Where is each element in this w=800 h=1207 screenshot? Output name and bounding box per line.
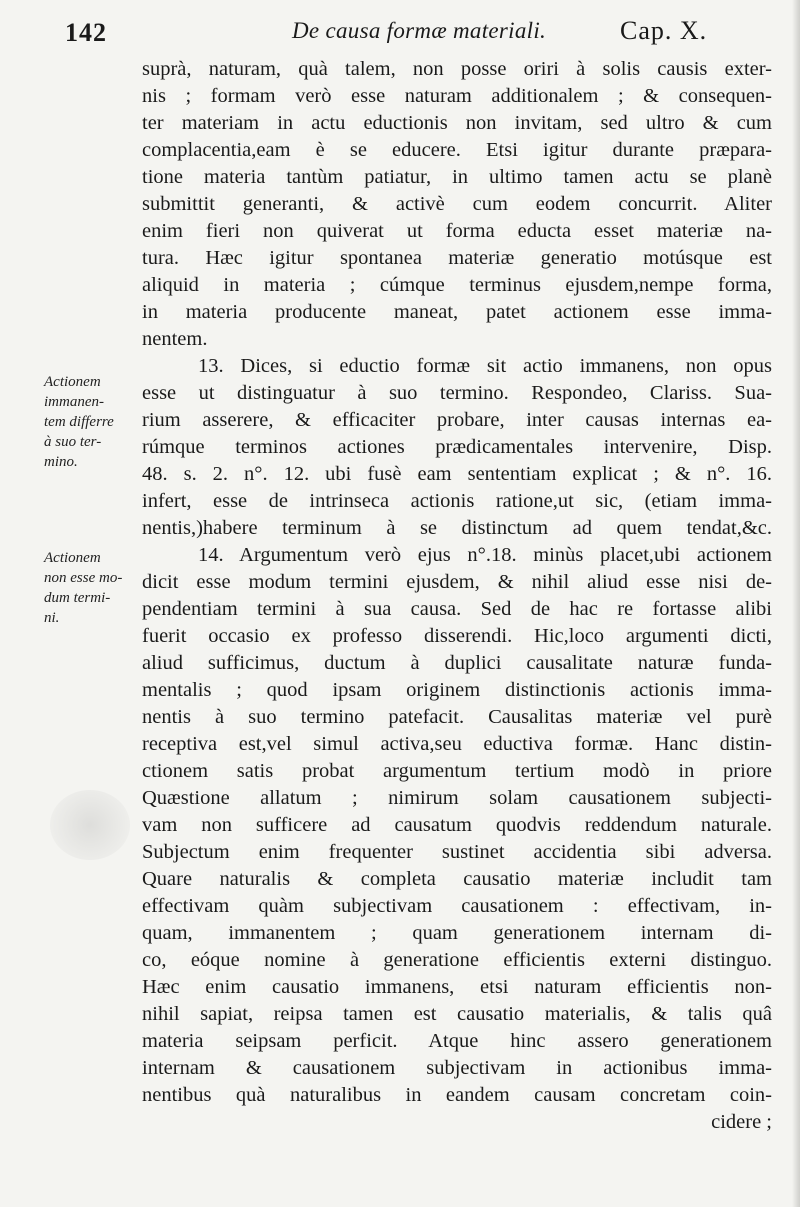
text-line: enim fieri non quiverat ut forma educta esset materiæ na-: [142, 220, 772, 242]
marginal-note-line: tem differre: [44, 414, 114, 430]
text-line: receptiva est,vel simul activa,seu eductiva formæ. Hanc distin-: [142, 733, 772, 755]
text-line: fuerit occasio ex professo disserendi. Hic,loco argumenti dicti,: [142, 625, 772, 647]
main-text-column: [142, 56, 772, 1136]
text-line: esse ut distinguatur à suo termino. Respondeo, Clariss. Sua-: [142, 382, 772, 404]
text-line: mentalis ; quod ipsam originem distinctionis actionis imma-: [142, 679, 772, 701]
text-line: Subjectum enim frequenter sustinet accidentia sibi adversa.: [142, 841, 772, 863]
text-line: aliud sufficimus, ductum à duplici causalitate naturæ funda-: [142, 652, 772, 674]
marginal-note-line: ni.: [44, 610, 60, 626]
text-line: Hæc enim causatio immanens, etsi naturam efficientis non-: [142, 976, 772, 998]
text-line: 48. s. 2. n°. 12. ubi fusè eam sententiam explicat ; & n°. 16.: [142, 463, 772, 485]
text-line: quam, immanentem ; quam generationem internam di-: [142, 922, 772, 944]
text-line: nentibus quà naturalibus in eandem causam concretam coin-: [142, 1084, 772, 1106]
marginal-note-line: dum termi-: [44, 590, 111, 606]
page-number: 142: [65, 18, 107, 47]
text-line: Quæstione allatum ; nimirum solam causationem subjecti-: [142, 787, 772, 809]
text-line: nentem.: [142, 328, 208, 350]
running-title: De causa formæ materiali.: [292, 18, 547, 43]
text-line: 13. Dices, si eductio formæ sit actio immanens, non opus: [198, 355, 772, 377]
marginal-note-line: Actionem: [44, 374, 101, 390]
text-line: 14. Argumentum verò ejus n°.18. minùs placet,ubi actionem: [198, 544, 772, 566]
text-line: nis ; formam verò esse naturam additionalem ; & consequen-: [142, 85, 772, 107]
marginal-note-immanent-action: [44, 372, 140, 472]
page-edge-shadow: [792, 0, 800, 1207]
chapter-label: Cap. X.: [620, 16, 708, 45]
text-line: aliquid in materia ; cúmque terminus ejusdem,nempe forma,: [142, 274, 772, 296]
text-line: in materia producente maneat, patet actionem esse imma-: [142, 301, 772, 323]
text-line: tione materia tantùm patiatur, in ultimo tamen actu se planè: [142, 166, 772, 188]
text-line: dicit esse modum termini ejusdem, & nihil aliud esse nisi de-: [142, 571, 772, 593]
text-line: vam non sufficere ad causatum quodvis reddendum naturale.: [142, 814, 772, 836]
marginal-note-line: immanen-: [44, 394, 104, 410]
text-line: submittit generanti, & activè cum eodem concurrit. Aliter: [142, 193, 772, 215]
text-line: pendentiam termini à sua causa. Sed de hac re fortasse alibi: [142, 598, 772, 620]
text-line: internam & causationem subjectivam in actionibus imma-: [142, 1057, 772, 1079]
marginal-note-line: Actionem: [44, 550, 101, 566]
text-line: cidere ;: [711, 1111, 772, 1133]
text-line: tura. Hæc igitur spontanea materiæ generatio motúsque est: [142, 247, 772, 269]
marginal-note-line: non esse mo-: [44, 570, 123, 586]
text-line: effectivam quàm subjectivam causationem : effectivam, in-: [142, 895, 772, 917]
text-line: Quare naturalis & completa causatio materiæ includit tam: [142, 868, 772, 890]
text-line: ctionem satis probat argumentum tertium modò in priore: [142, 760, 772, 782]
text-line: materia seipsam perficit. Atque hinc assero generationem: [142, 1030, 772, 1052]
text-line: rium asserere, & efficaciter probare, inter causas internas ea-: [142, 409, 772, 431]
text-line: nentis,)habere terminum à se distinctum ad quem tendat,&c.: [142, 517, 772, 539]
marginal-note-action-mode: [44, 548, 140, 628]
marginal-note-line: à suo ter-: [44, 434, 102, 450]
marginal-note-line: mino.: [44, 454, 78, 470]
running-head: [0, 12, 800, 48]
text-line: nentis à suo termino patefacit. Causalitas materiæ vel purè: [142, 706, 772, 728]
text-line: suprà, naturam, quà talem, non posse oriri à solis causis exter-: [142, 58, 772, 80]
text-line: rúmque terminos actiones prædicamentales intervenire, Disp.: [142, 436, 772, 458]
text-line: nihil sapiat, reipsa tamen est causatio materialis, & talis quâ: [142, 1003, 772, 1025]
text-line: ter materiam in actu eductionis non invitam, sed ultro & cum: [142, 112, 772, 134]
ink-bleed-stain: [50, 790, 130, 860]
text-line: infert, esse de intrinseca actionis ratione,ut sic, (etiam imma-: [142, 490, 772, 512]
text-line: complacentia,eam è se educere. Etsi igitur durante præpara-: [142, 139, 772, 161]
text-line: co, eóque nomine à generatione efficientis externi distinguo.: [142, 949, 772, 971]
